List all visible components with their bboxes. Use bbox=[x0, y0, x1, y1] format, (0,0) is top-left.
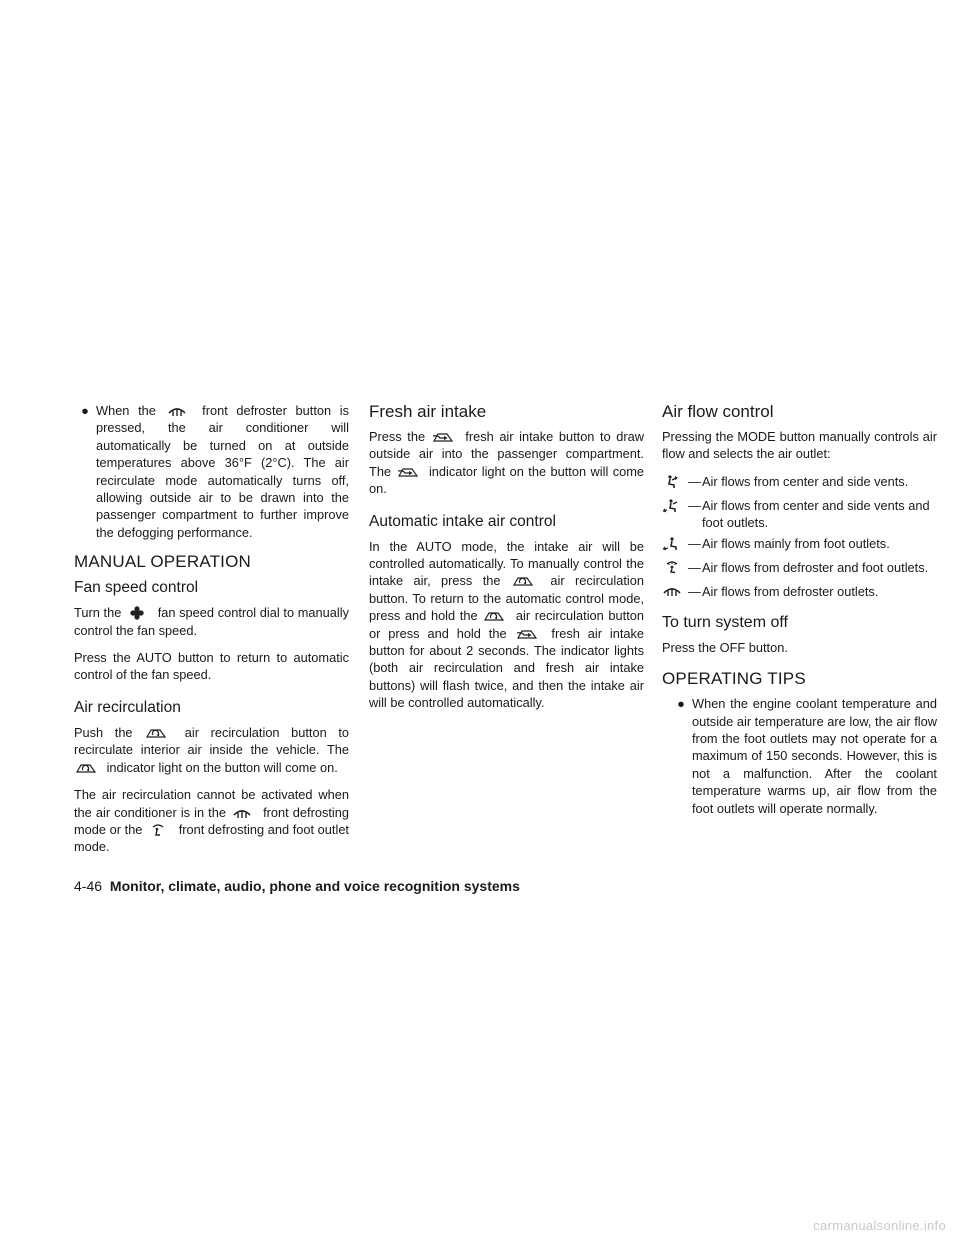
watermark: carmanualsonline.info bbox=[813, 1218, 946, 1233]
page-number: 4-46 bbox=[74, 878, 103, 894]
bullet-dot: ● bbox=[81, 403, 89, 418]
paragraph-fresh: Press the fresh air intake button to draw outside air into the passenger compartment. The indicator light on the button will come on. bbox=[369, 429, 645, 497]
column-left bbox=[74, 402, 349, 866]
bullet-dot: ● bbox=[677, 696, 685, 712]
section-heading-manual: MANUAL OPERATION bbox=[74, 552, 252, 572]
mode-row-foot: — Air flows mainly from foot outlets. bbox=[662, 535, 937, 555]
subheading-air-recirculation: Air recirculation bbox=[74, 698, 181, 716]
defrost-foot-mode-icon bbox=[662, 559, 688, 579]
text: When the bbox=[96, 403, 156, 418]
bullet-defroster bbox=[74, 402, 349, 541]
text: front defroster button is pressed, the air conditioner will automatically be turned on at outside temperatures above 36°F (2°C). The air recirculate mode automatically turns off, allowing outside air to be drawn into the passenger compartment to further improve the defogging performance. bbox=[96, 403, 349, 540]
fan-icon bbox=[126, 606, 148, 620]
bilevel-mode-icon bbox=[662, 497, 688, 531]
mode-row-defrost-foot: — Air flows from defroster and foot outlets. bbox=[662, 559, 937, 579]
mode-row-bilevel: — Air flows from center and side vents and foot outlets. bbox=[662, 497, 937, 531]
recirculation-icon bbox=[75, 761, 97, 775]
paragraph-air-flow: Pressing the MODE button manually controls air flow and selects the air outlet: bbox=[662, 429, 937, 462]
fresh-air-icon bbox=[432, 430, 454, 444]
front-defroster-icon bbox=[231, 806, 253, 820]
paragraph-recirc-2: The air recirculation cannot be activated when the air conditioner is in the front defrosting mode or the front defrosting and foot outlet mode. bbox=[74, 787, 349, 855]
subheading-auto-intake: Automatic intake air control bbox=[369, 512, 556, 530]
fresh-air-icon bbox=[516, 627, 538, 641]
paragraph-fan-2: Press the AUTO button to return to automatic control of the fan speed. bbox=[74, 650, 349, 683]
defrost-mode-icon bbox=[662, 583, 688, 603]
recirculation-icon bbox=[483, 609, 505, 623]
foot-mode-icon bbox=[662, 535, 688, 555]
front-defroster-icon bbox=[166, 404, 188, 418]
column-middle bbox=[369, 402, 644, 722]
paragraph-turn-off: Press the OFF button. bbox=[662, 639, 788, 655]
subheading-air-flow: Air flow control bbox=[662, 402, 774, 421]
column-right bbox=[662, 402, 937, 827]
paragraph-fan-1: Turn the fan speed control dial to manually control the fan speed. bbox=[74, 605, 349, 638]
fresh-air-icon bbox=[397, 465, 419, 479]
mode-row-defrost: — Air flows from defroster outlets. bbox=[662, 583, 937, 603]
chapter-title: Monitor, climate, audio, phone and voice recognition systems bbox=[109, 878, 520, 894]
subheading-turn-off: To turn system off bbox=[662, 613, 788, 631]
vent-mode-icon bbox=[662, 473, 688, 493]
recirculation-icon bbox=[512, 574, 534, 588]
recirculation-icon bbox=[145, 726, 167, 740]
defrost-foot-icon bbox=[147, 823, 169, 837]
mode-row-vent: — Air flows from center and side vents. bbox=[662, 473, 937, 493]
page-footer bbox=[74, 878, 520, 894]
paragraph-auto-intake: In the AUTO mode, the intake air will be controlled automatically. To manually control the intake air, press the air recirculation button. To return to the automatic control mode, press and hold the air recirculation button or press and hold the fresh air intake button for about 2 seconds. The indicator lights (both air recirculation and fresh air intake buttons) will flash twice, and then the intake air will be controlled automatically. bbox=[369, 538, 645, 711]
section-heading-tips: OPERATING TIPS bbox=[662, 669, 806, 689]
paragraph-recirc-1: Push the air recirculation button to recirculate interior air inside the vehicle. The indicator light on the button will come on. bbox=[74, 724, 349, 775]
subheading-fan-speed: Fan speed control bbox=[74, 579, 199, 597]
bullet-tip: ● When the engine coolant temperature and outside air temperature are low, the air flow from the foot outlets may not operate for a maximum of 150 seconds. However, this is not a malfunction. After the coolant temperature warms up, air flow from the foot outlets will operate normally. bbox=[670, 695, 937, 817]
subheading-fresh-air: Fresh air intake bbox=[369, 402, 487, 421]
